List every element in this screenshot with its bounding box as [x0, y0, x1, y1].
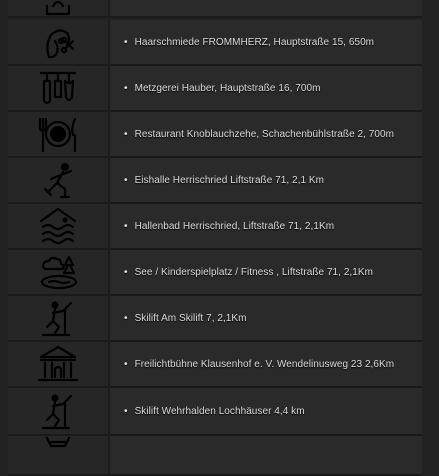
- list-item-text: [110, 66, 422, 110]
- list-item-icon-cell: [8, 20, 110, 64]
- list-item-label: Metzgerei Hauber, Hauptstraße 16, 700m: [134, 82, 321, 94]
- list-item-icon-cell: [8, 296, 110, 340]
- museum-icon: [35, 343, 81, 385]
- list-item: [8, 158, 422, 204]
- partial-top-icon: [35, 0, 81, 18]
- list-item-text: [110, 436, 422, 474]
- bullet: •: [124, 358, 128, 370]
- list-item-icon-cell: [8, 112, 110, 156]
- list-item: [8, 204, 422, 250]
- list-item-text: [110, 158, 422, 202]
- butcher-icon: [35, 67, 81, 109]
- bullet: •: [124, 82, 128, 94]
- list-item: [8, 112, 422, 158]
- list-item-icon-cell: [8, 342, 110, 386]
- list-item: [8, 296, 422, 342]
- list-item-icon-cell: [8, 158, 110, 202]
- list-item: [8, 20, 422, 66]
- list-item-label: Restaurant Knoblauchzehe, Schachenbühlstraße 2, 700m: [134, 128, 394, 140]
- list-item-text: [110, 112, 422, 156]
- bullet: •: [124, 312, 128, 324]
- skier-icon: [35, 390, 81, 432]
- hair-salon-icon: [35, 21, 81, 63]
- list-item-icon-cell: [8, 0, 110, 16]
- list-item-label: Skilift Wehrhalden Lochhäuser 4,4 km: [134, 405, 305, 417]
- lake-playground-icon: [35, 251, 81, 293]
- list-item-icon-cell: [8, 250, 110, 294]
- list-item-icon-cell: [8, 436, 110, 474]
- ice-skating-icon: [35, 159, 81, 201]
- bullet: •: [124, 36, 128, 48]
- list-item: [8, 388, 422, 436]
- list-item-label: See / Kinderspielplatz / Fitness , Liftstraße 71, 2,1Km: [134, 266, 373, 278]
- list-item-label: Freilichtbühne Klausenhof e. V. Wendelinusweg 23 2,6Km: [134, 358, 395, 370]
- list-item: [8, 436, 422, 476]
- list-item-label: Eishalle Herrischried Liftstraße 71, 2,1 Km: [134, 174, 325, 186]
- indoor-pool-icon: [35, 205, 81, 247]
- list-item-icon-cell: [8, 204, 110, 248]
- list-item-text: [110, 388, 422, 434]
- list-item-text: [110, 342, 422, 386]
- bullet: •: [124, 174, 128, 186]
- skier-icon: [35, 297, 81, 339]
- list-item-text: [110, 204, 422, 248]
- list-item-text: [110, 250, 422, 294]
- list-item-icon-cell: [8, 388, 110, 434]
- bullet: •: [124, 128, 128, 140]
- list-item-text: [110, 20, 422, 64]
- bullet: •: [124, 266, 128, 278]
- list-item-label: Skilift Am Skilift 7, 2,1Km: [134, 312, 247, 324]
- bullet: •: [124, 220, 128, 232]
- list-item: [8, 342, 422, 388]
- list-item-text: [110, 296, 422, 340]
- list-item-label: Haarschmiede FROMMHERZ, Hauptstraße 15, 650m: [134, 36, 375, 48]
- list-item: [8, 66, 422, 112]
- partial-bottom-icon: [35, 434, 81, 476]
- list-item-text: [110, 0, 422, 16]
- bullet: •: [124, 405, 128, 417]
- list-item-icon-cell: [8, 66, 110, 110]
- list-item-label: Hallenbad Herrischried, Liftstraße 71, 2,1Km: [134, 220, 335, 232]
- list-item: [8, 250, 422, 296]
- list-item: [8, 0, 422, 18]
- restaurant-icon: [35, 113, 81, 155]
